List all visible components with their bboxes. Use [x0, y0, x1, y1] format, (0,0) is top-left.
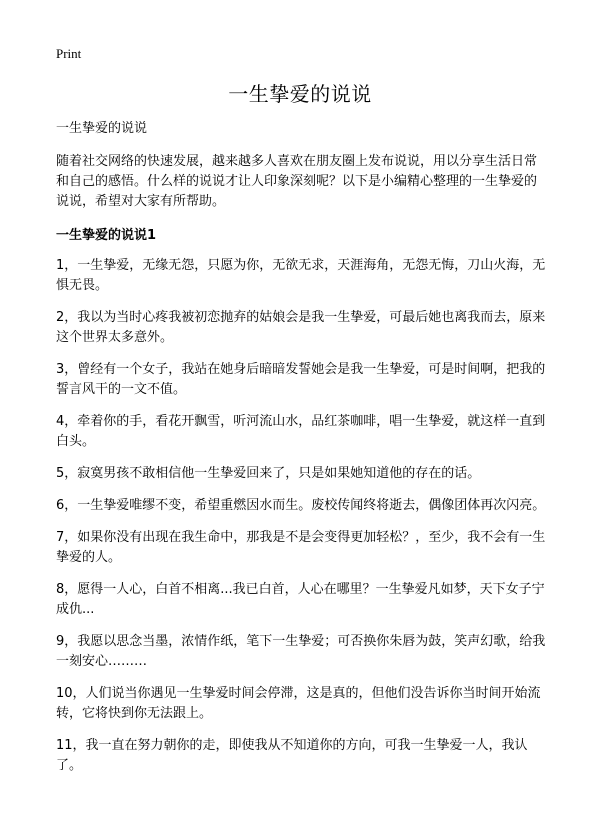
list-item: 6，一生挚爱唯缪不变，希望重燃因水而生。废校传闻终将逝去，偶像团体再次闪亮。 [56, 498, 546, 513]
list-item: 5，寂寞男孩不敢相信他一生挚爱回来了，只是如果她知道他的存在的话。 [56, 466, 481, 481]
document-body [56, 120, 548, 788]
print-link[interactable]: Print [56, 46, 82, 61]
list-item: 1，一生挚爱，无缘无怨，只愿为你，无欲无求，天涯海角，无怨无悔，刀山火海，无惧无畏。 [56, 258, 546, 293]
section-heading: 一生挚爱的说说1 [56, 228, 157, 243]
list-item: 4，牵着你的手，看花开飘雪，听河流山水，品红茶咖啡，唱一生挚爱，就这样一直到白头。 [56, 414, 546, 449]
list-item: 3，曾经有一个女子，我站在她身后暗暗发誓她会是我一生挚爱，可是时间啊，把我的誓言风干的一文不值。 [56, 362, 546, 397]
list-item: 2，我以为当时心疼我被初恋抛弃的姑娘会是我一生挚爱，可最后她也离我而去，原来这个世界太多意外。 [56, 310, 546, 345]
document-subtitle: 一生挚爱的说说 [56, 121, 148, 136]
page-title: 一生挚爱的说说 [228, 82, 372, 106]
list-item: 7，如果你没有出现在我生命中，那我是不是会变得更加轻松？，至少，我不会有一生挚爱的人。 [56, 530, 546, 565]
list-item: 9，我愿以思念当墨，浓情作纸，笔下一生挚爱；可否换你朱唇为鼓，笑声幻歌，给我一刻安心……… [56, 634, 546, 669]
intro-paragraph: 随着社交网络的快速发展，越来越多人喜欢在朋友圈上发布说说，用以分享生活日常和自己的感悟。什么样的说说才让人印象深刻呢？以下是小编精心整理的一生挚爱的说说，希望对大家有所帮助。 [56, 154, 538, 209]
list-item: 11，我一直在努力朝你的走，即使我从不知道你的方向，可我一生挚爱一人，我认了。 [56, 738, 528, 773]
list-item: 10，人们说当你遇见一生挚爱时间会停滞，这是真的，但他们没告诉你当时间开始流转，它将快到你无法跟上。 [56, 686, 541, 721]
list-item: 8，愿得一人心，白首不相离...我已白首，人心在哪里？一生挚爱凡如梦，天下女子宁成仇... [56, 582, 545, 617]
